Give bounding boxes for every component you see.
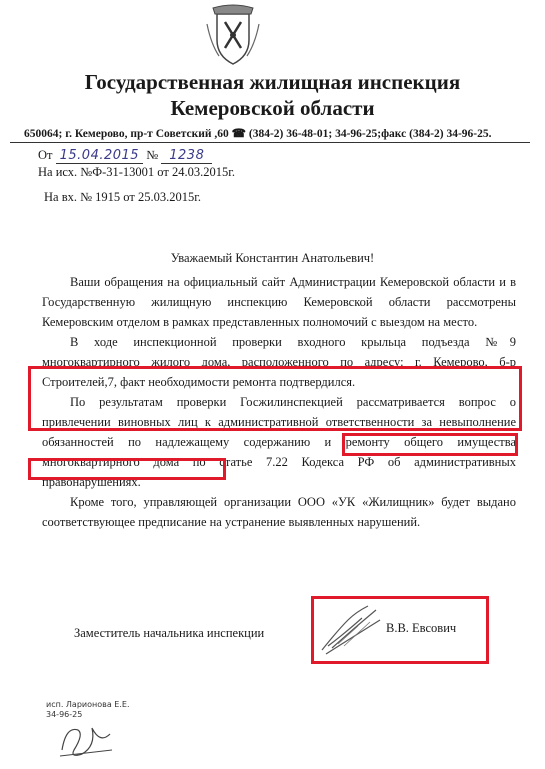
reply-reference: На исх. №Ф-31-13001 от 24.03.2015г. — [38, 165, 236, 179]
paragraph-4: Кроме того, управляющей организации ООО «УК «Жилищник» будет выдано соответствующее предписание на устранение выявленных нарушений. — [42, 495, 516, 529]
letter-greeting: Уважаемый Константин Анатольевич! — [170, 251, 375, 265]
paragraph-3: По результатам проверки Госжилинспекцией рассматривается вопрос о привлечении виновных лиц к административной ответственности за невыполнение обязанностей по надлежащему содержанию и ремонту общего имущества многоквартирного дома по статье 7.22 Кодекса РФ об административных правонарушениях. — [42, 395, 516, 489]
number-label: № — [146, 148, 159, 162]
signatory-name: В.В. Евсович — [386, 621, 457, 635]
executor-phone: 34-96-25 — [46, 710, 83, 719]
org-title-line2: Кемеровской области — [170, 96, 375, 120]
header-divider — [10, 142, 530, 143]
incoming-reference: На вх. № 1915 от 25.03.2015г. — [44, 190, 202, 204]
org-title-line1: Государственная жилищная инспекция — [84, 70, 461, 94]
from-label: От — [38, 148, 53, 162]
signatory-position: Заместитель начальника инспекции — [74, 626, 265, 640]
highlight-box-inspection — [28, 366, 522, 431]
executor-initials-mark — [56, 720, 116, 764]
number-handwritten: 1238 — [161, 148, 212, 164]
date-handwritten: 15.04.2015 — [56, 148, 143, 164]
executor-name: исп. Ларионова Е.Е. — [46, 700, 130, 709]
highlight-box-liable-persons — [28, 458, 226, 480]
org-address: 650064; г. Кемерово, пр-т Советский ,60 ☎ (384-2) 36-48-01; 34-96-25;факс (384-2) 34-96-25. — [24, 128, 492, 140]
highlight-box-under-review — [342, 433, 518, 456]
paragraph-2: В ходе инспекционной проверки входного крыльца подъезда №9 многоквартирного жилого дома, расположенного по адресу: г. Кемерово, б-р Строителей,7, факт необходимости ремонта подтвердился. — [42, 335, 516, 389]
paragraph-1: Ваши обращения на официальный сайт Администрации Кемеровской области и в Государственную жилищную инспекцию Кемеровской области рассмотрены Кемеровским отделом в рамках представленных полномочий с выездом на место. — [42, 275, 516, 329]
handwritten-signature — [318, 600, 388, 660]
outgoing-ref — [38, 148, 212, 163]
coat-of-arms-icon — [205, 4, 261, 68]
